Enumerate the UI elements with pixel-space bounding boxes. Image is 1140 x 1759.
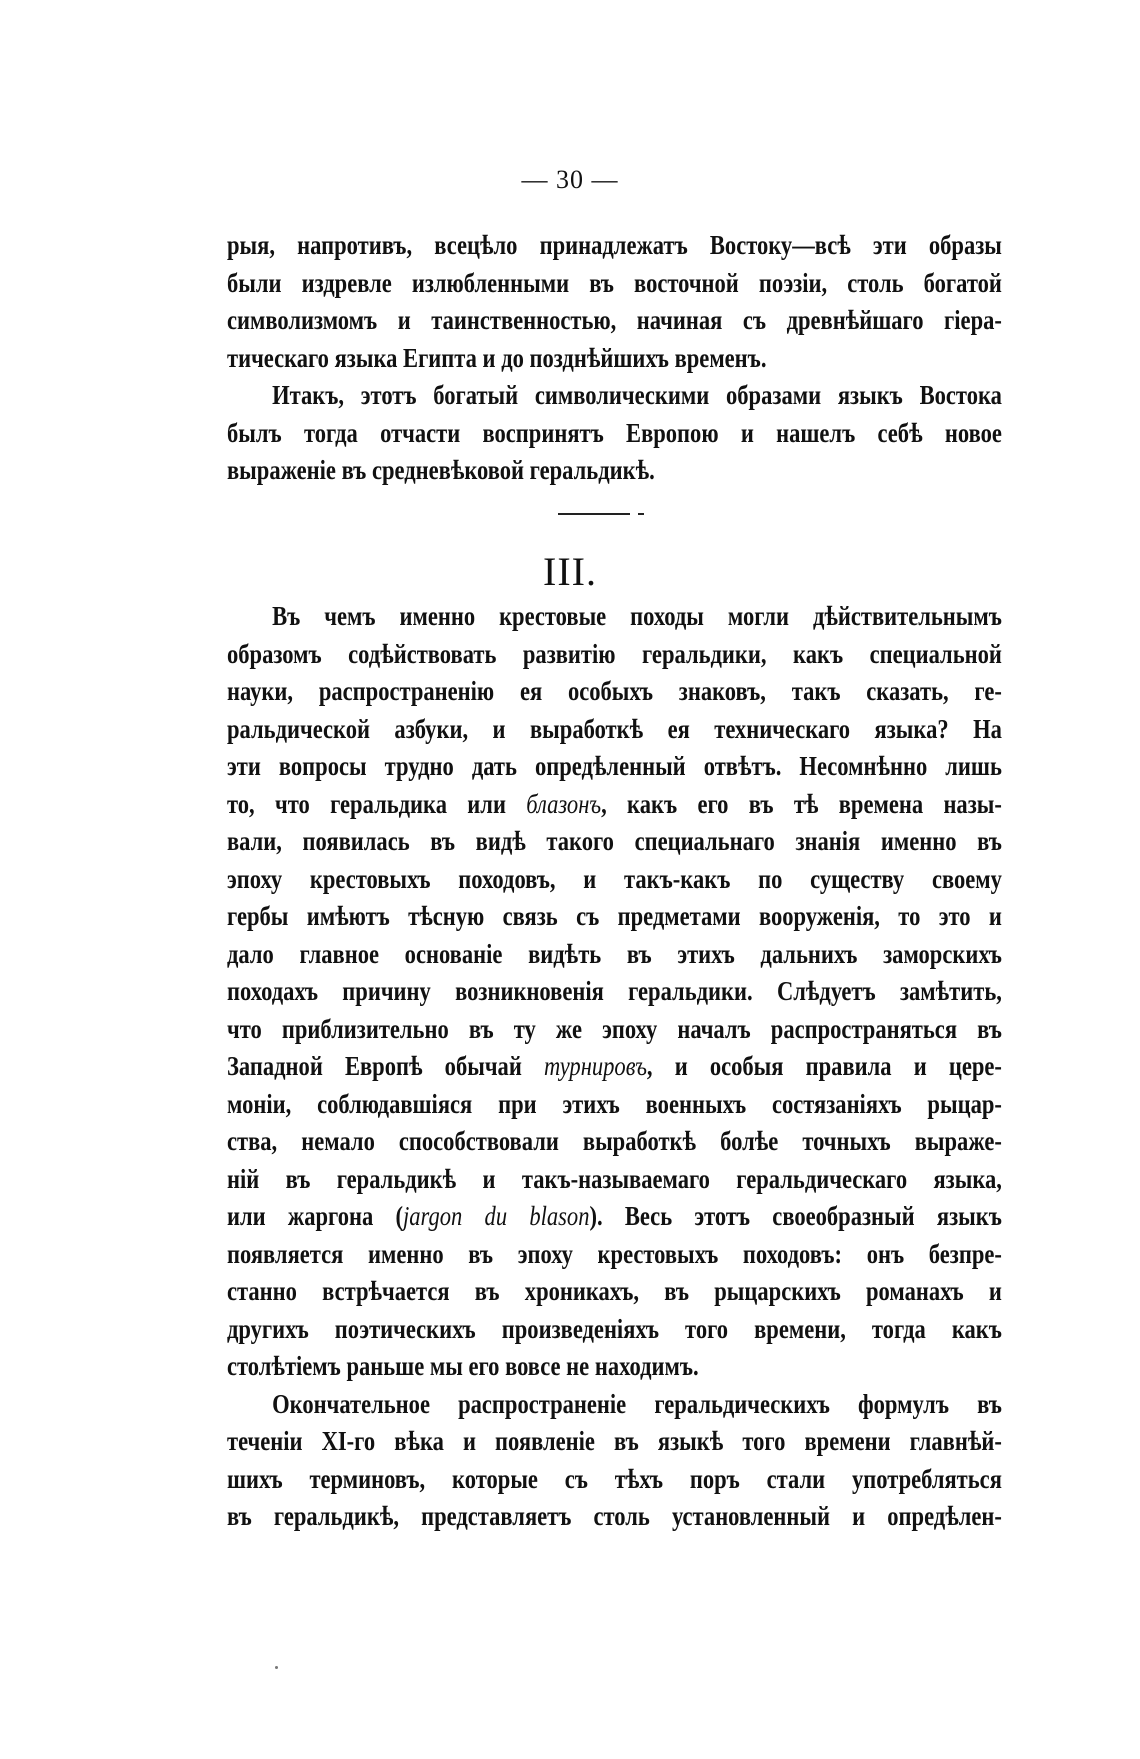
text-line: что приблизительно въ ту же эпоху началъ распространяться въ (227, 1012, 1002, 1044)
text-line: другихъ поэтическихъ произведеніяхъ того времени, тогда какъ (227, 1312, 1002, 1344)
text-line: выраженіе въ средневѣковой геральдикѣ. (227, 454, 655, 485)
italic-term: блазонъ (526, 787, 602, 819)
text-line: то, что геральдика или блазонъ, какъ его въ тѣ времена назы- (227, 787, 1002, 819)
italic-term: jargon du blason (403, 1200, 590, 1231)
text-line: символизмомъ и таинственностью, начиная съ древнѣйшаго гiера- (227, 304, 1002, 335)
text-line: дало главное основаніе видѣть въ этихъ дальнихъ заморскихъ (227, 937, 1002, 969)
text-line: вали, появилась въ видѣ такого специальнаго знанія именно въ (227, 825, 1002, 856)
text-line: ральдической азбуки, и выработкѣ ея техническаго языка? На (227, 712, 1002, 744)
text-line: теченіи XI-го вѣка и появленіе въ языкѣ того времени главнѣй- (227, 1425, 1002, 1456)
text-line: эпоху крестовыхъ походовъ, и такъ-какъ по существу своему (227, 862, 1002, 894)
section-heading: III. (543, 549, 597, 594)
text-line: Западной Европѣ обычай турнировъ, и особыя правила и цере- (227, 1050, 1002, 1081)
text-line: походахъ причину возникновенія геральдики. Слѣдуетъ замѣтить, (227, 975, 1002, 1006)
text-line: тическаго языка Египта и до позднѣйшихъ временъ. (227, 341, 767, 373)
text-line: науки, распространенію ея особыхъ знаковъ, такъ сказать, ге- (227, 675, 1002, 706)
text-line: Итакъ, этотъ богатый символическими образами языкъ Востока (272, 379, 1002, 410)
paper-speck (275, 1666, 278, 1669)
section-divider-tail (638, 513, 644, 515)
text-line: моніи, соблюдавшіяся при этихъ военныхъ состязаніяхъ рыцар- (227, 1087, 1002, 1119)
italic-term: турнировъ (543, 1050, 647, 1081)
section-divider (558, 513, 630, 515)
text-line: эти вопросы трудно дать опредѣленный отвѣтъ. Несомнѣнно лишь (227, 750, 1002, 781)
text-line: ства, немало способствовали выработкѣ болѣе точныхъ выраже- (227, 1125, 1002, 1156)
text-line: гербы имѣютъ тѣсную связь съ предметами вооруженія, то это и (227, 900, 1002, 931)
text-line: былъ тогда отчасти воспринятъ Европою и нашелъ себѣ новое (227, 416, 1002, 448)
paragraph (227, 376, 1002, 489)
text-line: были издревле излюбленными въ восточной поэзіи, столь богатой (227, 266, 1002, 298)
text-line: столѣтіемъ раньше мы его вовсе не находимъ. (227, 1350, 699, 1381)
paragraph (227, 1385, 1002, 1535)
main-text-block (227, 597, 1002, 1535)
page-number: — 30 — (521, 165, 619, 194)
text-line: шихъ терминовъ, которые съ тѣхъ поръ стали употребляться (227, 1462, 1002, 1494)
text-line: въ геральдикѣ, представляетъ столь установленный и опредѣлен- (227, 1500, 1002, 1531)
text-line: рыя, напротивъ, всецѣло принадлежатъ Востоку—всѣ эти образы (227, 229, 1002, 260)
text-line: образомъ содѣйствовать развитію геральдики, какъ специальной (227, 637, 1002, 669)
text-line: ній въ геральдикѣ и такъ-называемаго геральдическаго языка, (227, 1162, 1002, 1194)
text-line: появляется именно въ эпоху крестовыхъ походовъ: онъ безпре- (227, 1237, 1002, 1269)
top-text-block (227, 226, 1002, 489)
text-line: Въ чемъ именно крестовые походы могли дѣйствительнымъ (272, 600, 1002, 631)
text-line: станно встрѣчается въ хроникахъ, въ рыцарскихъ романахъ и (227, 1275, 1002, 1306)
paragraph (227, 226, 1002, 376)
text-line: или жаргона (jargon du blason). Весь этотъ своеобразный языкъ (227, 1200, 1002, 1231)
paragraph (227, 597, 1002, 1385)
text-line: Окончательное распространеніе геральдическихъ формулъ въ (272, 1387, 1002, 1419)
